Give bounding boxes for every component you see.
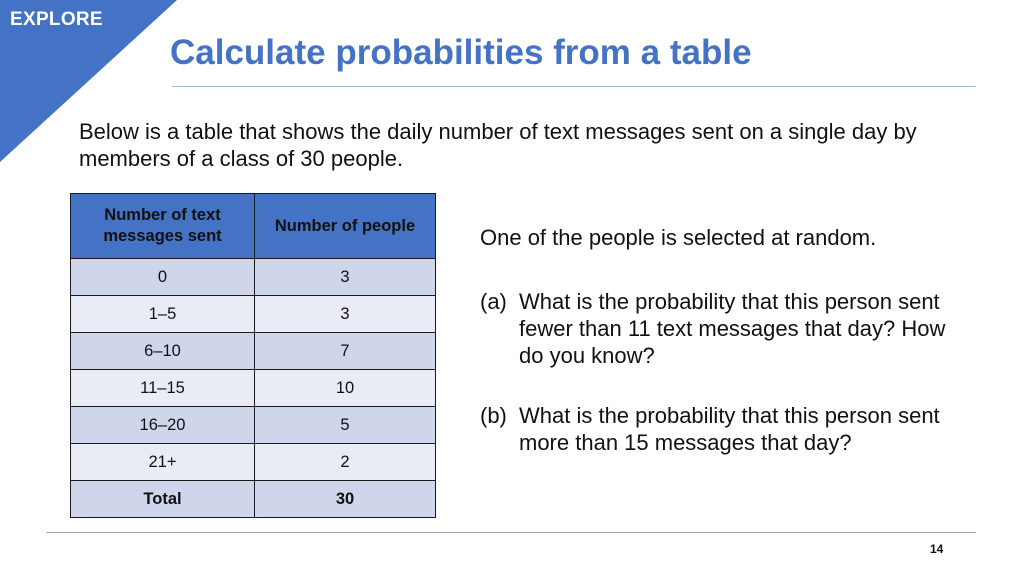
people-cell: 7	[255, 333, 436, 370]
question-b	[480, 402, 1000, 456]
total-label: Total	[71, 481, 255, 518]
question-b-text: What is the probability that this person sent more than 15 messages that day?	[519, 403, 940, 455]
question-prompt: One of the people is selected at random.	[480, 225, 877, 250]
messages-cell: 0	[71, 259, 255, 296]
section-label: EXPLORE	[10, 9, 103, 30]
column-header: Number of people	[255, 194, 436, 259]
table-row	[71, 296, 436, 333]
people-cell: 3	[255, 259, 436, 296]
messages-cell: 16–20	[71, 407, 255, 444]
messages-cell: 21+	[71, 444, 255, 481]
people-cell: 5	[255, 407, 436, 444]
table-row	[71, 444, 436, 481]
messages-cell: 1–5	[71, 296, 255, 333]
people-cell: 3	[255, 296, 436, 333]
total-value: 30	[255, 481, 436, 518]
table-row	[71, 370, 436, 407]
messages-cell: 11–15	[71, 370, 255, 407]
messages-table	[70, 193, 436, 518]
people-cell: 2	[255, 444, 436, 481]
question-a-text: What is the probability that this person sent fewer than 11 text messages that day? How do you know?	[519, 289, 946, 368]
table-total-row	[71, 481, 436, 518]
table-header-row	[71, 194, 436, 259]
table-row	[71, 333, 436, 370]
title-divider	[172, 86, 976, 87]
people-cell: 10	[255, 370, 436, 407]
footer-divider	[46, 532, 976, 533]
table-row	[71, 259, 436, 296]
messages-cell: 6–10	[71, 333, 255, 370]
question-b-label: (b)	[480, 403, 507, 428]
table-row	[71, 407, 436, 444]
page-number: 14	[930, 542, 944, 556]
question-a	[480, 288, 1000, 369]
page-title: Calculate probabilities from a table	[170, 33, 752, 72]
question-a-label: (a)	[480, 289, 507, 314]
column-header: Number of text messages sent	[71, 194, 255, 259]
intro-text: Below is a table that shows the daily number of text messages sent on a single day by members of a class of 30 people.	[79, 119, 917, 171]
